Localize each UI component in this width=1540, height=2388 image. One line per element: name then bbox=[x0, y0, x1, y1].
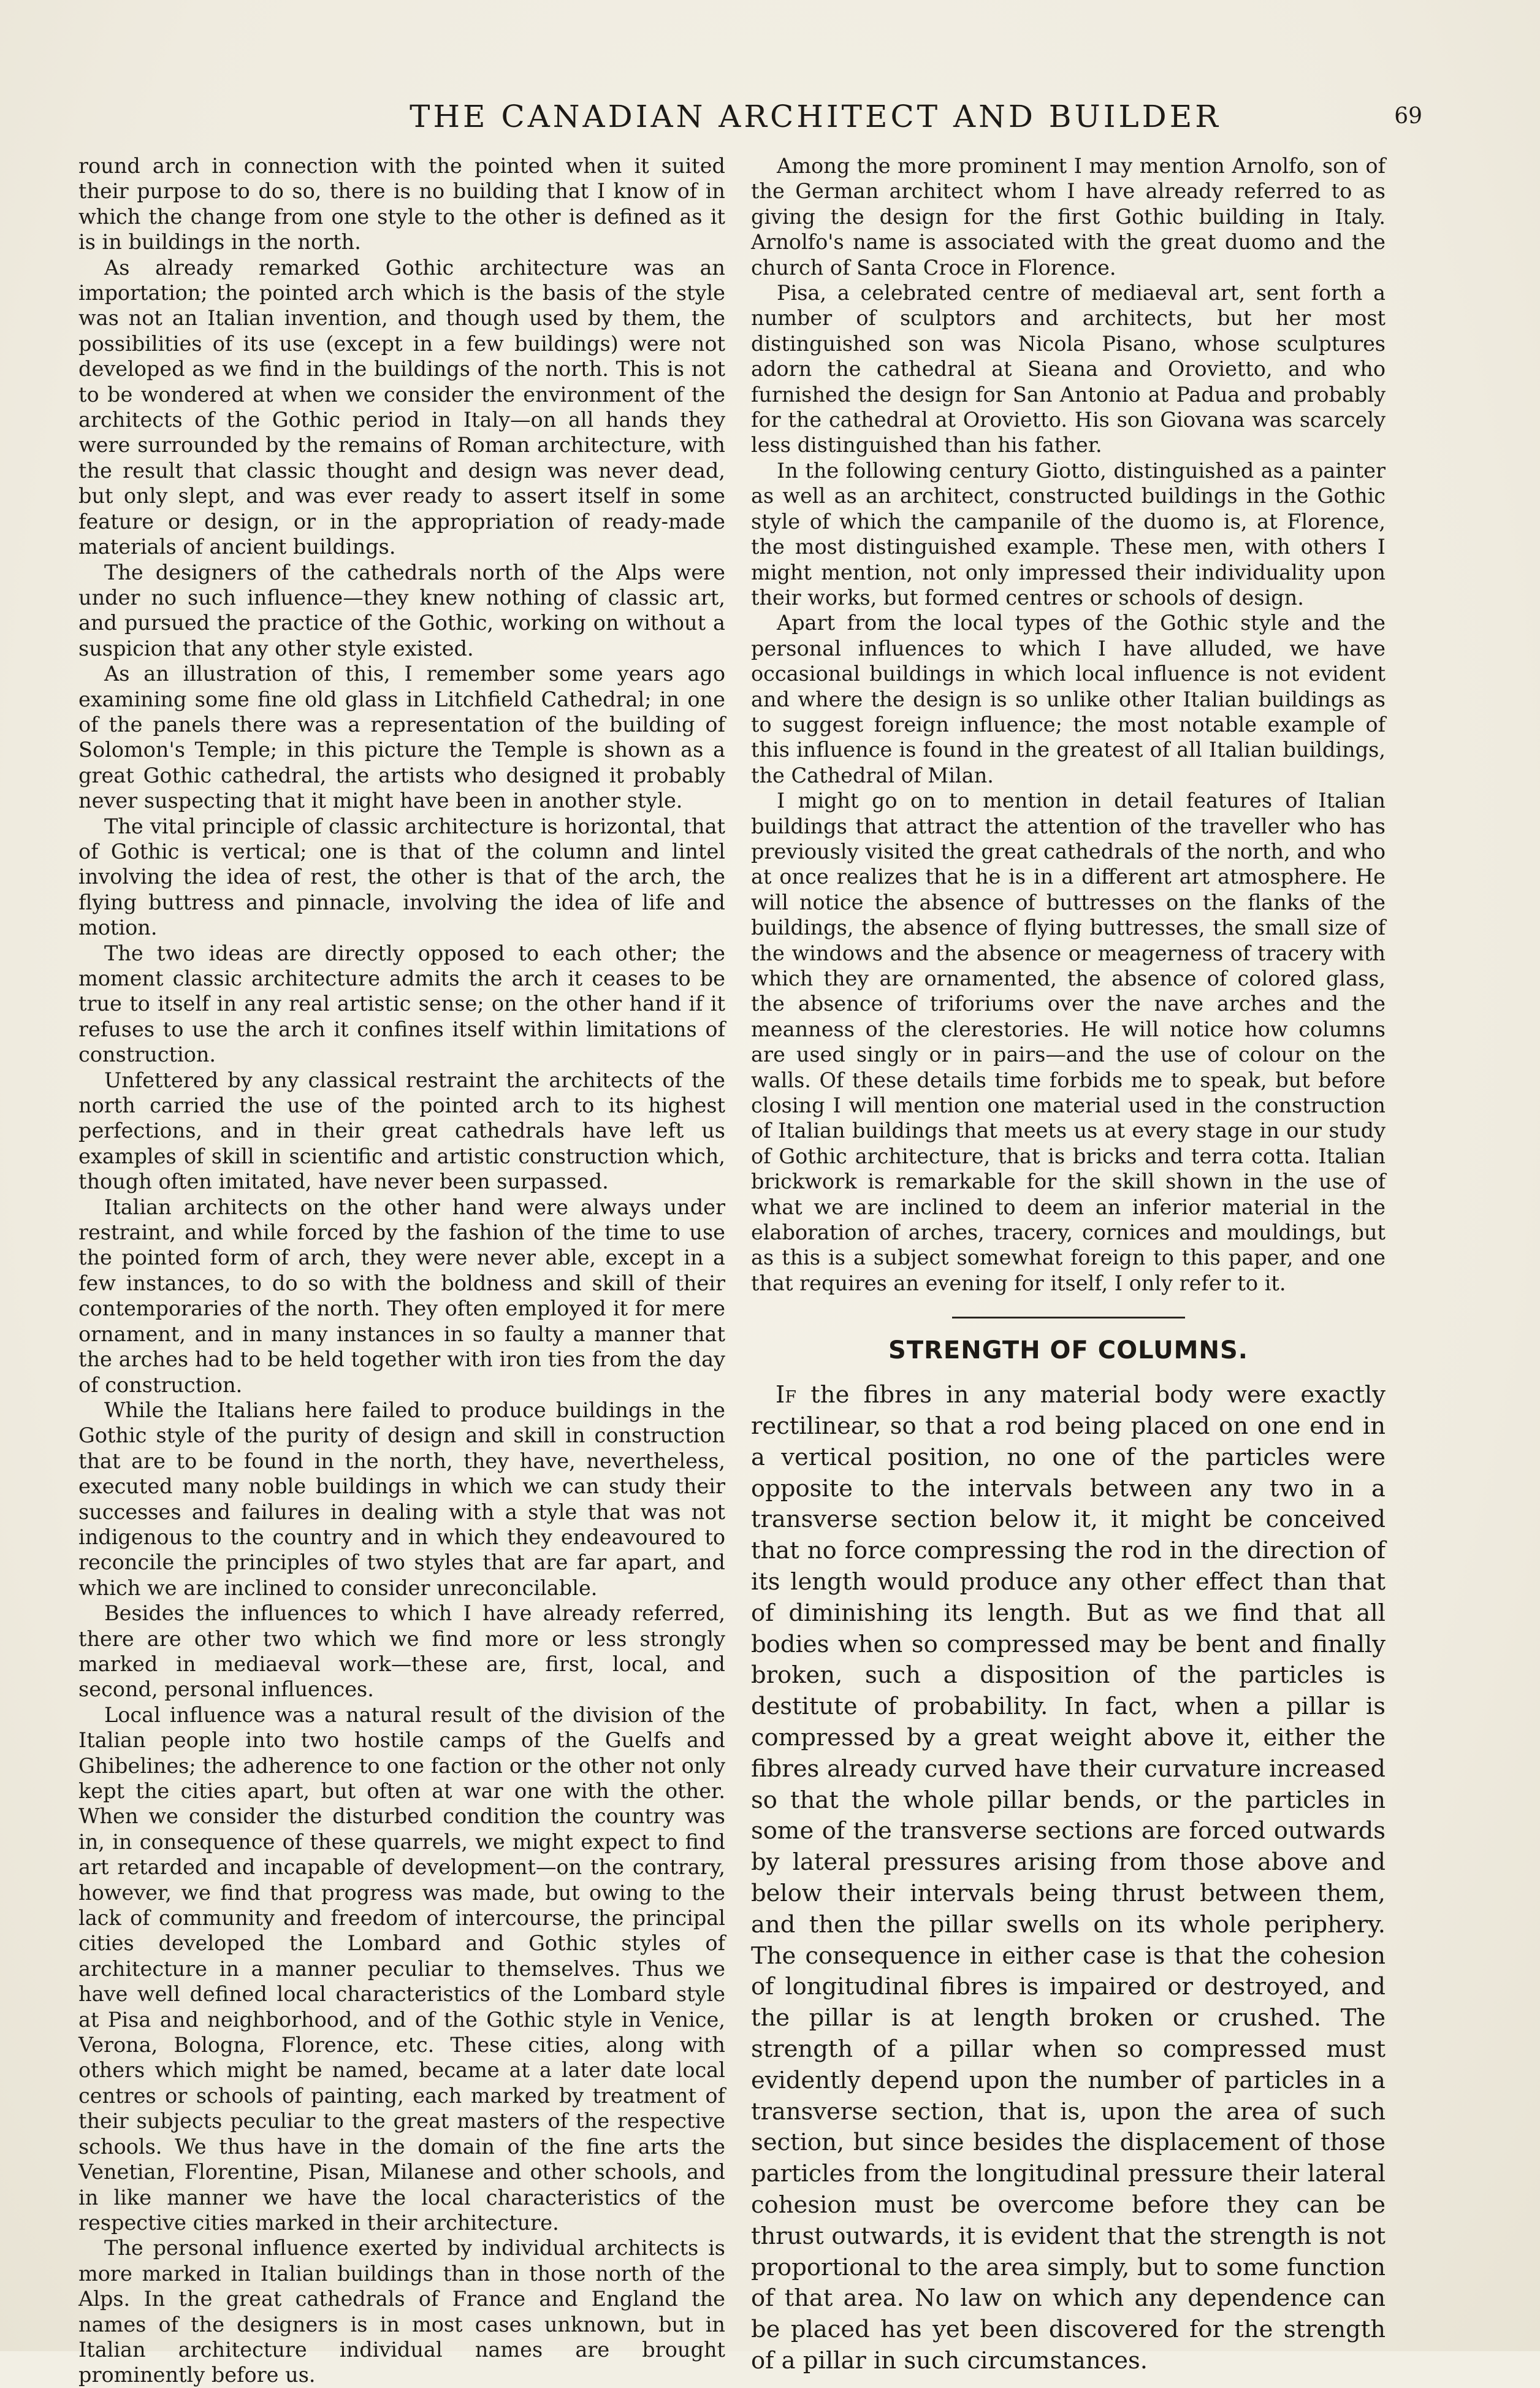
paragraph: Local influence was a natural result of the division of the Italian people into two hostile camps of the Guelfs and Ghibelines; the adherence to one faction or the other not only kept the cities apart, but often at war one with the other. When we consider the disturbed condition the country was in, in consequence of these quarrels, we might expect to find art retarded and incapable of development—on the contrary, however, we find that progress was made, but owing to the lack of community and freedom of intercourse, the principal cities developed the Lombard and Gothic styles of architecture in a manner peculiar to themselves. Thus we have well defined local characteristics of the Lombard style at Pisa and neighborhood, and of the Gothic style in Venice, Verona, Bologna, Florence, etc. These cities, along with others which might be named, became at a later date local centres or schools of painting, each marked by treatment of their subjects peculiar to the great masters of the respective schools. We thus have in the domain of the fine arts the Venetian, Florentine, Pisan, Milanese and other schools, and in like manner we have the local characteristics of the respective cities marked in their architecture. bbox=[78, 1702, 725, 2235]
left-column bbox=[78, 153, 725, 2388]
paragraph: While the Italians here failed to produce buildings in the Gothic style of the purity of design and skill in construction that are to be found in the north, they have, nevertheless, executed many noble buildings in which we can study their successes and failures in dealing with a style that was not indigenous to the country and in which they endeavoured to reconcile the principles of two styles that are far apart, and which we are inclined to consider unreconcilable. bbox=[78, 1398, 725, 1600]
page-number: 69 bbox=[1394, 104, 1422, 129]
paragraph: As already remarked Gothic architecture was an importation; the pointed arch which is the basis of the style was not an Italian invention, and though used by them, the possibilities of its use (except in a few buildings) were not developed as we find in the buildings of the north. This is not to be wondered at when we consider the environment of the architects of the Gothic period in Italy—on all hands they were surrounded by the remains of Roman architecture, with the result that classic thought and design was never dead, but only slept, and was ever ready to assert itself in some feature or design, or in the appropriation of ready-made materials of ancient buildings. bbox=[78, 255, 725, 559]
section-divider bbox=[952, 1317, 1185, 1318]
paragraph: The vital principle of classic architecture is horizontal, that of Gothic is vertical; one is that of the column and lintel involving the idea of rest, the other is that of the arch, the flying buttress and pinnacle, involving the idea of life and motion. bbox=[78, 814, 725, 940]
paragraph: The personal influence exerted by individual architects is more marked in Italian buildings than in those north of the Alps. In the great cathedrals of France and England the names of the designers is in most cases unknown, but in Italian architecture individual names are brought prominently before us. bbox=[78, 2236, 725, 2387]
paragraph: round arch in connection with the pointed when it suited their purpose to do so, there is no building that I know of in which the change from one style to the other is defined as it is in buildings in the north. bbox=[78, 154, 725, 254]
paragraph: Unfettered by any classical restraint the architects of the north carried the use of the pointed arch to its highest perfections, and in their great cathedrals have left us examples of skill in scientific and artistic construction which, though often imitated, have never been surpassed. bbox=[78, 1068, 725, 1194]
right-column bbox=[751, 153, 1386, 2377]
article-title: STRENGTH OF COLUMNS. bbox=[888, 1336, 1248, 1365]
paragraph: As an illustration of this, I remember some years ago examining some fine old glass in Litchfield Cathedral; in one of the panels there was a representation of the building of Solomon's Temple; in this picture the Temple is shown as a great Gothic cathedral, the artists who designed it probably never suspecting that it might have been in another style. bbox=[78, 662, 725, 813]
lead-word: If bbox=[776, 1381, 796, 1409]
paragraph: I might go on to mention in detail features of Italian buildings that attract the attention of the traveller who has previously visited the great cathedrals of the north, and who at once realizes that he is in a different art atmosphere. He will notice the absence of buttresses on the flanks of the buildings, the absence of flying buttresses, the small size of the windows and the absence or meagerness of tracery with which they are ornamented, the absence of colored glass, the absence of triforiums over the nave arches and the meanness of the clerestories. He will notice how columns are used singly or in pairs—and the use of colour on the walls. Of these details time forbids me to speak, but before closing I will mention one material used in the construction of Italian buildings that meets us at every stage in our study of Gothic architecture, that is bricks and terra cotta. Italian brickwork is remarkable for the skill shown in the use of what we are inclined to deem an inferior material in the elaboration of arches, tracery, cornices and mouldings, but as this is a subject somewhat foreign to this paper, and one that requires an evening for itself, I only refer to it. bbox=[751, 789, 1386, 1295]
paragraph: Besides the influences to which I have already referred, there are other two which we find more or less strongly marked in mediaeval work—these are, first, local, and second, personal influences. bbox=[78, 1601, 725, 1702]
article-text: the fibres in any material body were exactly rectilinear, so that a rod being placed on one end in a vertical position, no one of the particles were opposite to the intervals between any two in a transverse section below it, it might be conceived that no force compressing the rod in the direction of its length would produce any other effect than that of diminishing its length. But as we find that all bodies when so compressed may be bent and finally broken, such a disposition of the particles is destitute of probability. In fact, when a pillar is compressed by a great weight above it, either the fibres already curved have their curvature increased so that the whole pillar bends, or the particles in some of the transverse sections are forced outwards by lateral pressures arising from those above and below their intervals being thrust between them, and then the pillar swells on its whole periphery. The consequence in either case is that the cohesion of longitudinal fibres is impaired or destroyed, and the pillar is at length broken or crushed. The strength of a pillar when so compressed must evidently depend upon the number of particles in a transverse section, that is, upon the area of such section, but since besides the displacement of those particles from the longitudinal pressure their lateral cohesion must be overcome before they can be thrust outwards, it is evident that the strength is not proportional to the area simply, but to some function of that area. No law on which any dependence can be placed has yet been discovered for the strength of a pillar in such circumstances. bbox=[751, 1381, 1386, 2375]
paragraph: Apart from the local types of the Gothic style and the personal influences to which I have alluded, we have occasional buildings in which local influence is not evident and where the design is so unlike other Italian buildings as to suggest foreign influence; the most notable example of this influence is found in the greatest of all Italian buildings, the Cathedral of Milan. bbox=[751, 611, 1386, 787]
page-header bbox=[147, 98, 1422, 141]
article-body bbox=[751, 1380, 1386, 2377]
paragraph: The two ideas are directly opposed to each other; the moment classic architecture admits the arch it ceases to be true to itself in any real artistic sense; on the other hand if it refuses to use the arch it confines itself within limitations of construction. bbox=[78, 941, 725, 1067]
article-paragraph bbox=[751, 1380, 1386, 2377]
paragraph: Italian architects on the other hand were always under restraint, and while forced by the fashion of the time to use the pointed form of arch, they were never able, except in a few instances, to do so with the boldness and skill of their contemporaries of the north. They often employed it for mere ornament, and in many instances in so faulty a manner that the arches had to be held together with iron ties from the day of construction. bbox=[78, 1195, 725, 1397]
paragraph: In the following century Giotto, distinguished as a painter as well as an architect, constructed buildings in the Gothic style of which the campanile of the duomo is, at Florence, the most distinguished example. These men, with others I might mention, not only impressed their individuality upon their works, but formed centres or schools of design. bbox=[751, 458, 1386, 610]
running-title: THE CANADIAN ARCHITECT AND BUILDER bbox=[410, 99, 1221, 134]
paragraph: Pisa, a celebrated centre of mediaeval art, sent forth a number of sculptors and architects, but her most distinguished son was Nicola Pisano, whose sculptures adorn the cathedral at Sieana and Orovietto, and who furnished the design for San Antonio at Padua and probably for the cathedral at Orovietto. His son Giovana was scarcely less distinguished than his father. bbox=[751, 281, 1386, 457]
paragraph: The designers of the cathedrals north of the Alps were under no such influence—they knew nothing of classic art, and pursued the practice of the Gothic, working on without a suspicion that any other style existed. bbox=[78, 560, 725, 660]
paragraph: Among the more prominent I may mention Arnolfo, son of the German architect whom I have already referred to as giving the design for the first Gothic building in Italy. Arnolfo's name is associated with the great duomo and the church of Santa Croce in Florence. bbox=[751, 154, 1386, 280]
